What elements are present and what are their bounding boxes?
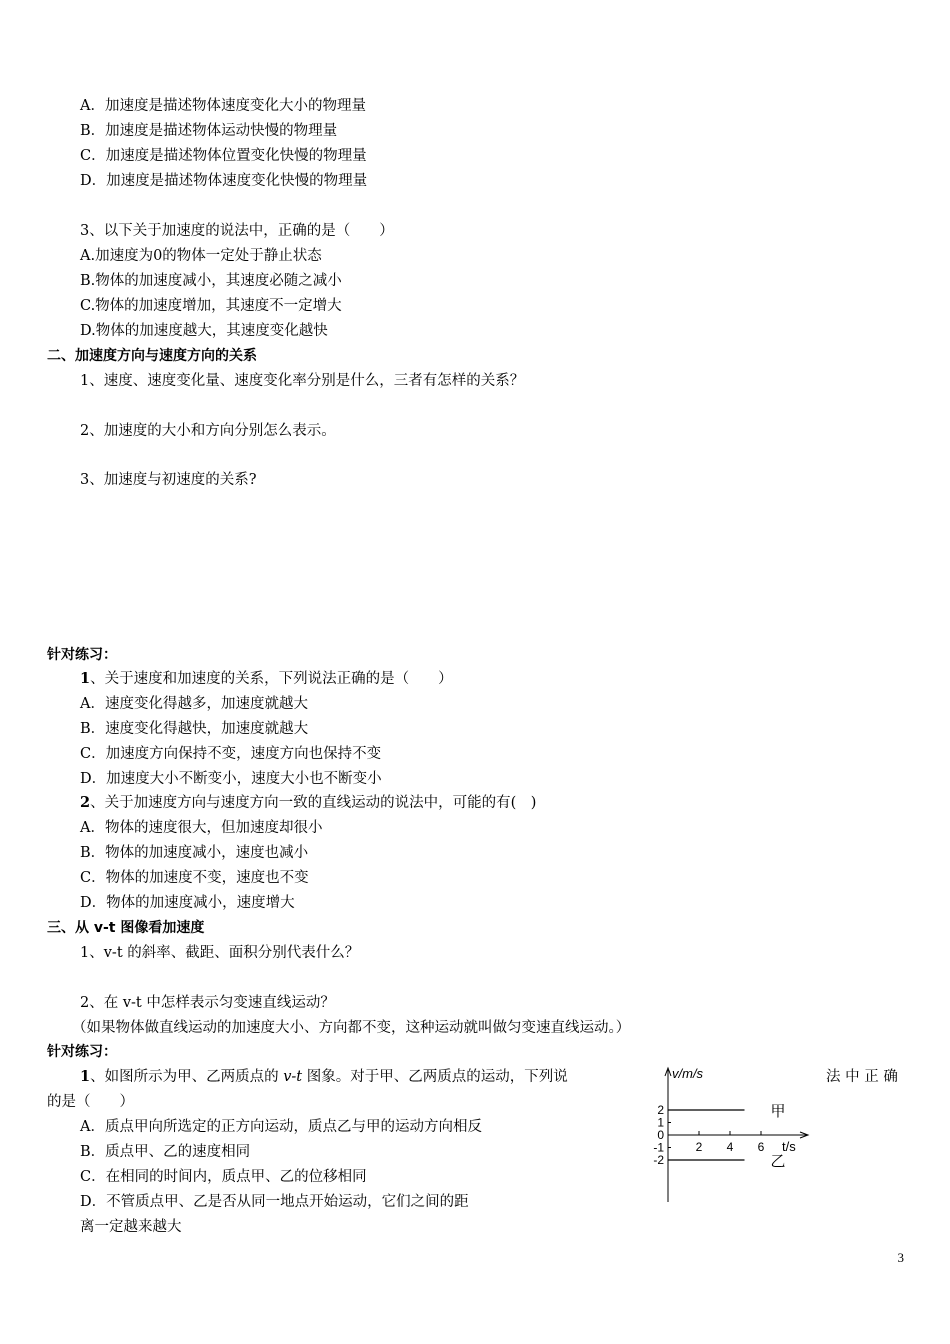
x-tick-label: 2 <box>695 1140 703 1154</box>
section3-note: （如果物体做直线运动的加速度大小、方向都不变，这种运动就叫做匀变速直线运动。） <box>72 1020 631 1036</box>
practice2-q1-number: 1 <box>80 1068 91 1085</box>
practice1-heading: 针对练习： <box>47 647 117 663</box>
practice2-q1 <box>80 1068 568 1086</box>
practice1-q2-option-d: D．物体的加速度减小，速度增大 <box>80 895 295 911</box>
series-label-乙: 乙 <box>770 1153 786 1170</box>
practice2-q1-text-a: 、如图所示为甲、乙两质点的 <box>90 1069 284 1085</box>
section2-question-2: 2、加速度的大小和方向分别怎么表示。 <box>80 423 336 439</box>
practice1-q2-option-c: C．物体的加速度不变，速度也不变 <box>80 870 309 886</box>
x-axis-label: t/s <box>782 1139 796 1154</box>
section2-heading: 二、加速度方向与速度方向的关系 <box>47 348 257 364</box>
practice1-q1-option-a: A．速度变化得越多，加速度就越大 <box>80 696 308 712</box>
practice2-q1-vt: v-t <box>283 1069 303 1085</box>
page-number: 3 <box>897 1250 904 1265</box>
practice2-q1-line2: 的是（ ） <box>47 1094 134 1110</box>
practice2-q1-right: 法 中 正 确 <box>826 1069 898 1085</box>
y-tick-label: -2 <box>653 1153 664 1167</box>
practice1-q2-text: 、关于加速度方向与速度方向一致的直线运动的说法中，可能的有( ) <box>90 795 537 811</box>
practice2-option-b: B．质点甲、乙的速度相同 <box>80 1144 251 1160</box>
section2-question-1: 1、速度、速度变化量、速度变化率分别是什么，三者有怎样的关系？ <box>80 373 525 389</box>
y-tick-label: 0 <box>657 1128 664 1142</box>
practice1-q2-option-b: B．物体的加速度减小，速度也减小 <box>80 845 309 861</box>
y-tick-label: 1 <box>657 1115 664 1130</box>
practice2-last-line: 离一定越来越大 <box>80 1219 182 1235</box>
q3-option-b: B.物体的加速度减小，其速度必随之减小 <box>80 273 342 289</box>
section3-question-2: 2、在 v-t 中怎样表示匀变速直线运动？ <box>80 995 335 1011</box>
x-tick-label: 4 <box>726 1140 734 1154</box>
practice2-option-c: C．在相同的时间内，质点甲、乙的位移相同 <box>80 1169 367 1185</box>
practice2-option-a: A．质点甲向所选定的正方向运动，质点乙与甲的运动方向相反 <box>80 1119 482 1135</box>
practice1-q1-text: 、关于速度和加速度的关系，下列说法正确的是（ ） <box>90 671 453 687</box>
section3-heading: 三、从 v-t 图像看加速度 <box>47 920 205 936</box>
practice1-q2-number: 2 <box>80 794 91 811</box>
q2-option-a: A．加速度是描述物体速度变化大小的物理量 <box>80 98 366 114</box>
y-tick-label: 2 <box>657 1103 664 1117</box>
practice2-option-d: D．不管质点甲、乙是否从同一地点开始运动，它们之间的距 <box>80 1194 469 1210</box>
practice1-q1-number: 1 <box>80 670 91 687</box>
y-axis-label: v/m/s <box>672 1066 704 1081</box>
practice1-q1 <box>80 670 453 688</box>
practice2-q1-text-b: 图象。对于甲、乙两质点的运动，下列说 <box>302 1069 568 1085</box>
q2-option-b: B．加速度是描述物体运动快慢的物理量 <box>80 123 338 139</box>
practice1-q1-option-d: D．加速度大小不断变小，速度大小也不断变小 <box>80 771 382 787</box>
practice1-q1-option-c: C．加速度方向保持不变，速度方向也保持不变 <box>80 746 382 762</box>
practice1-q1-option-b: B．速度变化得越快，加速度就越大 <box>80 721 309 737</box>
series-label-甲: 甲 <box>770 1103 786 1120</box>
q3-option-c: C.物体的加速度增加，其速度不一定增大 <box>80 298 342 314</box>
section2-question-3: 3、加速度与初速度的关系? <box>80 472 257 488</box>
q2-option-c: C．加速度是描述物体位置变化快慢的物理量 <box>80 148 367 164</box>
practice1-q2-option-a: A．物体的速度很大，但加速度却很小 <box>80 820 323 836</box>
x-tick-label: 6 <box>757 1140 765 1154</box>
q3-option-d: D.物体的加速度越大，其速度变化越快 <box>80 323 328 339</box>
y-tick-label: -1 <box>653 1140 664 1155</box>
q3-option-a: A.加速度为0的物体一定处于静止状态 <box>80 248 322 264</box>
q3-stem: 3、以下关于加速度的说法中，正确的是（ ） <box>80 223 394 239</box>
vt-chart <box>640 1060 820 1210</box>
practice1-q2 <box>80 794 536 812</box>
q2-option-d: D．加速度是描述物体速度变化快慢的物理量 <box>80 173 368 189</box>
section3-question-1: 1、v-t 的斜率、截距、面积分别代表什么？ <box>80 945 360 961</box>
practice2-heading: 针对练习： <box>47 1044 117 1060</box>
